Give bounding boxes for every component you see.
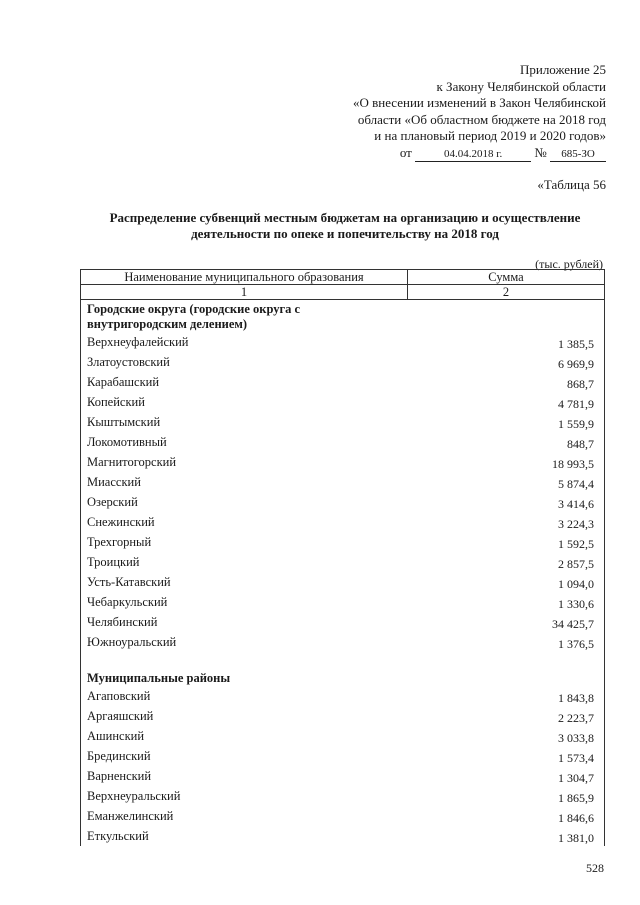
table-row: [81, 432, 605, 452]
subsidy-table: [80, 269, 605, 846]
table-row: [81, 412, 605, 432]
subsidy-amount: 2 857,5: [408, 552, 605, 572]
appendix-header: [306, 62, 606, 162]
table-row: [81, 572, 605, 592]
municipality-name: Агаповский: [81, 686, 408, 706]
subsidy-amount: 4 781,9: [408, 392, 605, 412]
law-date: 04.04.2018 г.: [415, 148, 531, 162]
table-row: [81, 726, 605, 746]
table-row: [81, 532, 605, 552]
table-row: [81, 472, 605, 492]
table-row: [81, 492, 605, 512]
column-header-name: Наименование муниципального образования: [81, 270, 408, 285]
subsidy-amount: 3 414,6: [408, 492, 605, 512]
document-title: Распределение субвенций местным бюджетам на организацию и осуществление деятельности по опеке и попечительству на 2018 год: [109, 210, 581, 241]
group-heading: Городские округа (городские округа с внутригородским делением): [81, 300, 408, 333]
municipality-name: Чебаркульский: [81, 592, 408, 612]
municipality-name: Локомотивный: [81, 432, 408, 452]
table-row: [81, 706, 605, 726]
table-row: [81, 746, 605, 766]
group-value-cell: [408, 300, 605, 333]
table-row: [81, 372, 605, 392]
column-number-2: 2: [408, 285, 605, 300]
table-row: [81, 806, 605, 826]
subsidy-amount: 2 223,7: [408, 706, 605, 726]
municipality-name: Карабашский: [81, 372, 408, 392]
page-number: 528: [586, 861, 604, 875]
municipality-name: Снежинский: [81, 512, 408, 532]
municipality-name: Кыштымский: [81, 412, 408, 432]
table-row: [81, 612, 605, 632]
units-note: (тыс. рублей): [535, 257, 603, 271]
subsidy-amount: 1 094,0: [408, 572, 605, 592]
municipality-name: Верхнеуральский: [81, 786, 408, 806]
subsidy-amount: 1 573,4: [408, 746, 605, 766]
subsidy-amount: 1 865,9: [408, 786, 605, 806]
table-row: [81, 632, 605, 652]
subsidy-amount: 34 425,7: [408, 612, 605, 632]
table-row: [81, 512, 605, 532]
municipality-name: Копейский: [81, 392, 408, 412]
table-row: [81, 452, 605, 472]
law-date-line: [306, 145, 606, 162]
subsidy-amount: 1 376,5: [408, 632, 605, 652]
municipality-name: Брединский: [81, 746, 408, 766]
table-row: [81, 352, 605, 372]
table-row: [81, 552, 605, 572]
subsidy-amount: 868,7: [408, 372, 605, 392]
subsidy-amount: 6 969,9: [408, 352, 605, 372]
subsidy-amount: 848,7: [408, 432, 605, 452]
table-row: [81, 766, 605, 786]
group-value-cell: [408, 652, 605, 686]
municipality-name: Ашинский: [81, 726, 408, 746]
subsidy-amount: 3 033,8: [408, 726, 605, 746]
subsidy-amount: 1 385,5: [408, 332, 605, 352]
municipality-name: Трехгорный: [81, 532, 408, 552]
municipality-name: Озерский: [81, 492, 408, 512]
municipality-name: Магнитогорский: [81, 452, 408, 472]
subsidy-amount: 1 304,7: [408, 766, 605, 786]
date-prefix: от: [399, 144, 412, 160]
table-row: [81, 592, 605, 612]
municipality-name: Аргаяшский: [81, 706, 408, 726]
column-header-sum: Сумма: [408, 270, 605, 285]
subsidy-amount: 1 330,6: [408, 592, 605, 612]
municipality-name: Варненский: [81, 766, 408, 786]
header-line-4: области «Об областном бюджете на 2018 год: [357, 111, 606, 127]
header-line-3: «О внесении изменений в Закон Челябинской: [352, 95, 606, 110]
municipality-name: Еманжелинский: [81, 806, 408, 826]
subsidy-amount: 1 843,8: [408, 686, 605, 706]
subsidy-amount: 1 592,5: [408, 532, 605, 552]
column-number-row: [81, 285, 605, 300]
table-label: «Таблица 56: [537, 177, 606, 192]
table-row: [81, 826, 605, 846]
subsidy-amount: 18 993,5: [408, 452, 605, 472]
subsidy-amount: 3 224,3: [408, 512, 605, 532]
number-prefix: №: [534, 144, 547, 160]
group-row: [81, 300, 605, 333]
subsidy-amount: 5 874,4: [408, 472, 605, 492]
municipality-name: Южноуральский: [81, 632, 408, 652]
municipality-name: Еткульский: [81, 826, 408, 846]
municipality-name: Златоустовский: [81, 352, 408, 372]
municipality-name: Верхнеуфалейский: [81, 332, 408, 352]
table-header-row: [81, 270, 605, 285]
subsidy-amount: 1 559,9: [408, 412, 605, 432]
column-number-1: 1: [81, 285, 408, 300]
table-row: [81, 392, 605, 412]
header-line-2: к Закону Челябинской области: [436, 78, 606, 94]
municipality-name: Миасский: [81, 472, 408, 492]
header-line-1: Приложение 25: [519, 62, 606, 77]
group-row: [81, 652, 605, 686]
subsidy-amount: 1 846,6: [408, 806, 605, 826]
municipality-name: Троицкий: [81, 552, 408, 572]
table-row: [81, 332, 605, 352]
header-line-5: и на плановый период 2019 и 2020 годов»: [374, 128, 606, 143]
subsidy-amount: 1 381,0: [408, 826, 605, 846]
municipality-name: Усть-Катавский: [81, 572, 408, 592]
group-heading: Муниципальные районы: [81, 652, 408, 686]
law-number: 685-ЗО: [550, 148, 606, 162]
table-row: [81, 786, 605, 806]
municipality-name: Челябинский: [81, 612, 408, 632]
table-row: [81, 686, 605, 706]
table-body: [81, 300, 605, 847]
